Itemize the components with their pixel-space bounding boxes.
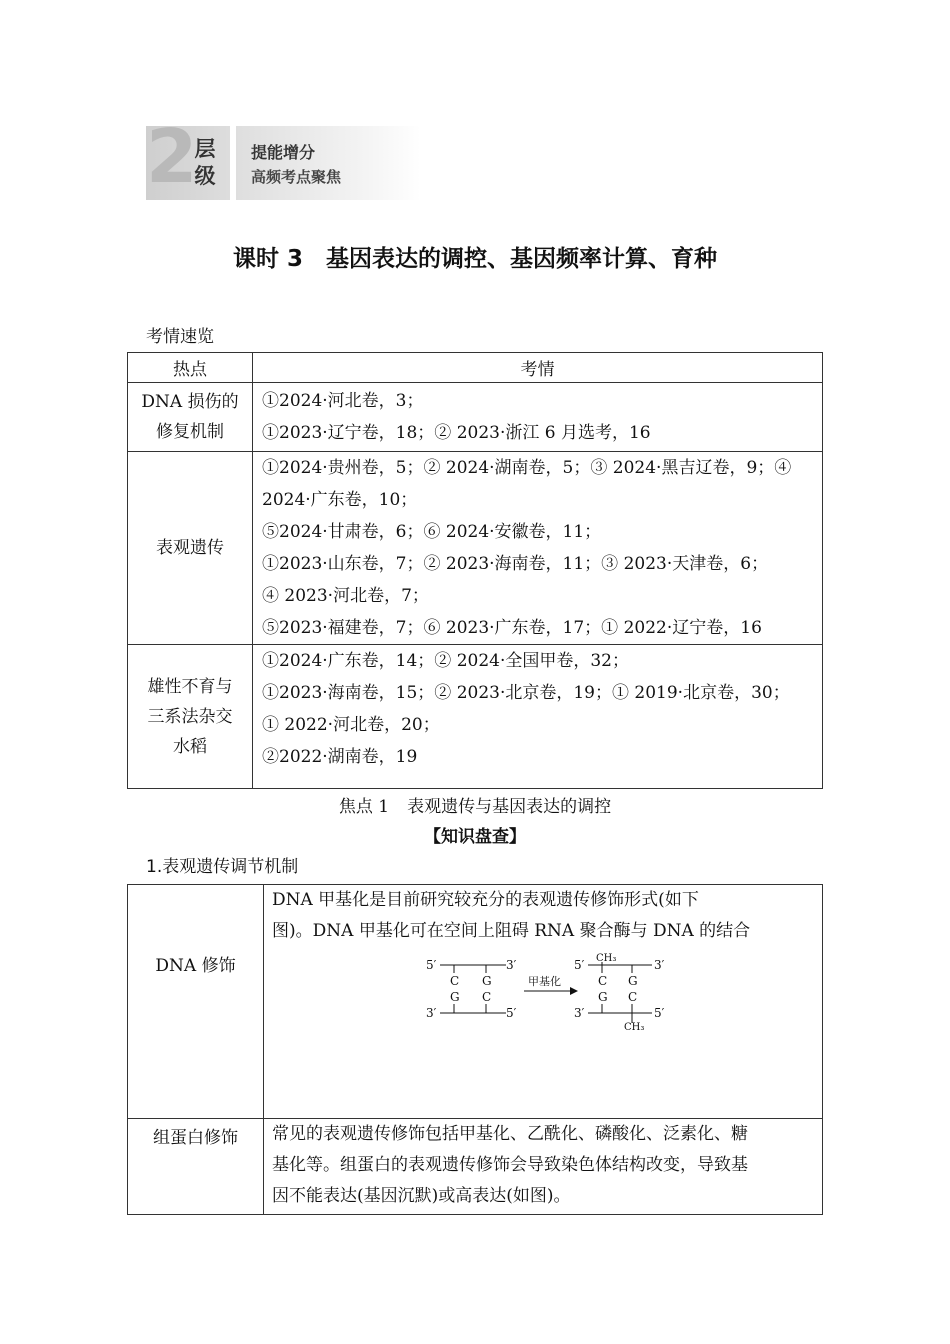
hotspot-cell <box>128 452 253 645</box>
level-number: 2 <box>146 114 198 200</box>
exam-line: ①2023·山东卷，7；② 2023·海南卷，11；③ 2023·天津卷，6； <box>262 554 769 574</box>
overview-label: 考情速览 <box>146 327 214 347</box>
description-line: 因不能表达(基因沉默)或高表达(如图)。 <box>272 1186 571 1206</box>
hotspot-line: 水稻 <box>173 736 207 757</box>
exam-line: 2024·广东卷，10； <box>262 490 418 510</box>
exam-line: ②2022·湖南卷，19 <box>262 747 418 767</box>
lesson-title: 课时 3 基因表达的调控、基因频率计算、育种 <box>232 246 717 272</box>
description-line: 常见的表观遗传修饰包括甲基化、乙酰化、磷酸化、泛素化、糖 <box>272 1124 748 1144</box>
level-label: 层级 <box>194 137 216 188</box>
arrow-label: 甲基化 <box>528 975 561 988</box>
strand-end-label: 3′ <box>654 958 665 972</box>
strand-end-label: 3′ <box>426 1006 437 1020</box>
exam-cell <box>253 645 823 789</box>
mechanism-key: DNA 修饰 <box>128 885 264 1119</box>
mechanism-key: 组蛋白修饰 <box>128 1119 264 1215</box>
strand-end-label: 5′ <box>426 958 437 972</box>
mechanism-table <box>127 884 823 1215</box>
column-header-hotspot: 热点 <box>128 353 253 383</box>
base-label: C <box>598 974 608 988</box>
base-label: G <box>628 974 638 988</box>
base-label: C <box>628 990 638 1004</box>
base-label: C <box>482 990 492 1004</box>
hotspot-line: 雄性不育与 <box>147 676 233 697</box>
methyl-label: CH₃ <box>624 1022 645 1031</box>
table-row <box>128 645 823 789</box>
description-line: 图)。DNA 甲基化可在空间上阻碍 RNA 聚合酶与 DNA 的结合 <box>272 921 751 941</box>
exam-line: ①2024·河北卷，3； <box>262 391 424 411</box>
hotspot-line: DNA 损伤的 <box>141 392 239 412</box>
exam-line: ①2023·辽宁卷，18；② 2023·浙江 6 月选考，16 <box>262 423 651 443</box>
focus-heading <box>0 792 950 817</box>
focus-title: 表观遗传与基因表达的调控 <box>407 797 612 817</box>
mechanism-description <box>264 1119 823 1215</box>
base-label: G <box>450 990 460 1004</box>
exam-line: ⑤2024·甘肃卷，6；⑥ 2024·安徽卷，11； <box>262 522 602 542</box>
base-label: C <box>450 974 460 988</box>
base-label: G <box>482 974 492 988</box>
exam-line: ①2024·贵州卷，5；② 2024·湖南卷，5；③ 2024·黑吉辽卷，9；④ <box>262 458 792 478</box>
exam-line: ①2024·广东卷，14；② 2024·全国甲卷，32； <box>262 651 630 671</box>
banner-line1: 提能增分 <box>251 143 316 162</box>
table-row <box>128 1119 823 1215</box>
exam-line: ① 2022·河北卷，20； <box>262 715 440 735</box>
banner-line2: 高频考点聚焦 <box>251 168 342 186</box>
level-banner <box>146 114 421 200</box>
table-row <box>128 452 823 645</box>
arrow-head <box>570 987 578 995</box>
base-label: G <box>598 990 608 1004</box>
methyl-label: CH₃ <box>596 953 617 964</box>
mechanism-description <box>264 885 823 1119</box>
exam-line: ①2023·海南卷，15；② 2023·北京卷，19；① 2019·北京卷，30； <box>262 683 790 703</box>
description-line: DNA 甲基化是目前研究较充分的表观遗传修饰形式(如下 <box>272 890 699 910</box>
strand-end-label: 3′ <box>574 1006 585 1020</box>
table-row <box>128 383 823 452</box>
hotspot-line: 表观遗传 <box>156 538 224 558</box>
banner-divider <box>230 126 236 200</box>
column-header-exams: 考情 <box>253 353 823 383</box>
dna-methylation-diagram <box>424 953 694 1031</box>
knowledge-heading: 【知识盘查】 <box>424 827 526 847</box>
strand-end-label: 5′ <box>574 958 585 972</box>
strand-end-label: 5′ <box>654 1006 665 1020</box>
exam-line: ④ 2023·河北卷，7； <box>262 586 429 606</box>
hotspot-line: 三系法杂交 <box>147 706 233 727</box>
description-line: 基化等。组蛋白的表观遗传修饰会导致染色体结构改变，导致基 <box>272 1155 748 1175</box>
table-row <box>128 885 823 1119</box>
focus-label: 焦点 1 <box>338 797 390 817</box>
hotspot-cell <box>128 645 253 789</box>
overview-table <box>127 352 823 789</box>
hotspot-line: 修复机制 <box>156 422 224 442</box>
strand-end-label: 5′ <box>506 1006 517 1020</box>
section-heading: 1.表观遗传调节机制 <box>146 857 299 877</box>
exam-cell <box>253 383 823 452</box>
exam-cell <box>253 452 823 645</box>
hotspot-cell <box>128 383 253 452</box>
strand-end-label: 3′ <box>506 958 517 972</box>
overview-header-row <box>128 353 823 383</box>
exam-line: ⑤2023·福建卷，7；⑥ 2023·广东卷，17；① 2022·辽宁卷，16 <box>262 618 762 638</box>
